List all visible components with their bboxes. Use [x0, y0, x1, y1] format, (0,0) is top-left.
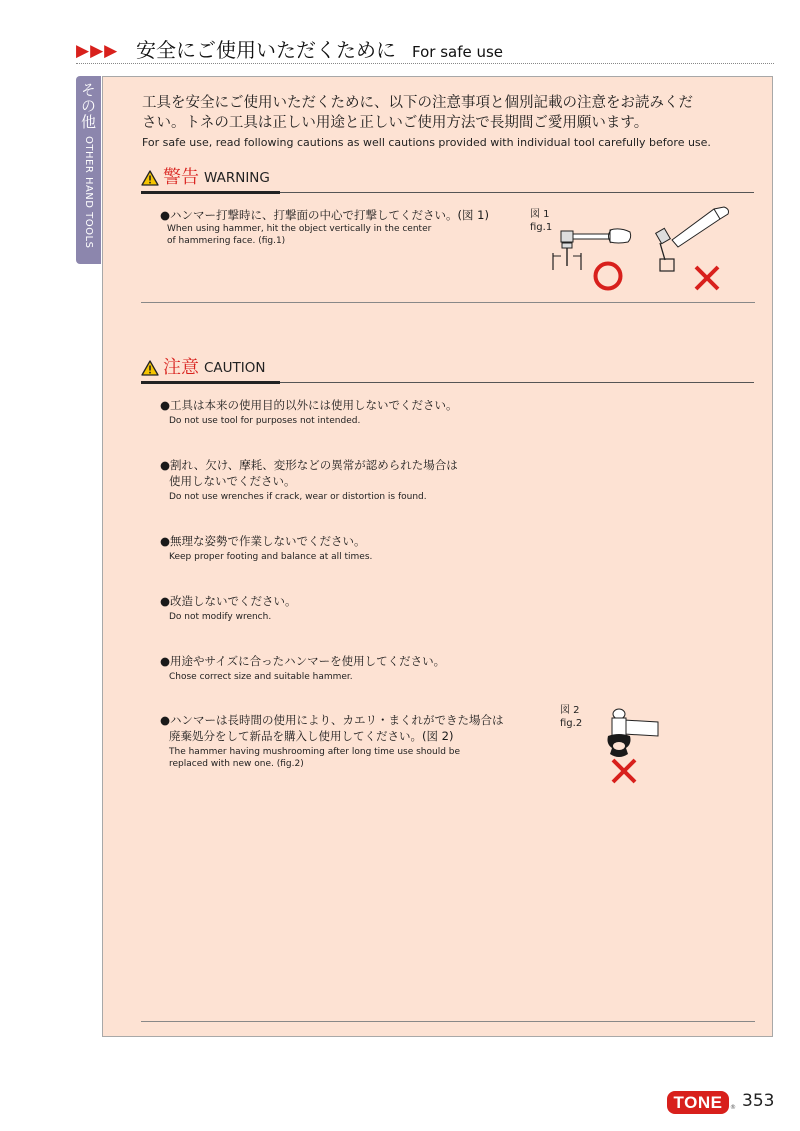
warning-rule: [280, 192, 754, 193]
warning-title-jp: 警告: [163, 167, 199, 188]
warning-heading: [141, 167, 270, 189]
page-title-jp: 安全にご使用いただくために: [136, 38, 396, 62]
caution-item-en: Do not modify wrench.: [169, 612, 272, 622]
correct-circle-icon: [592, 260, 624, 292]
warning-item-en-2: of hammering face. (fig.1): [167, 236, 286, 246]
warning-title-en: WARNING: [204, 170, 270, 186]
fig1-label-en: fig.1: [530, 222, 553, 233]
caution-item: [160, 712, 504, 770]
warning-triangle-icon: [141, 360, 159, 376]
caution-item-en: Do not use wrenches if crack, wear or distortion is found.: [169, 492, 427, 502]
caution-item: [160, 397, 458, 427]
header-divider: [76, 63, 774, 64]
page-title-en: For safe use: [412, 43, 504, 61]
wrong-cross-icon: [692, 263, 722, 293]
caution-item-jp: ●工具は本来の使用目的以外には使用しないでください。: [160, 398, 458, 412]
warning-underline: [141, 191, 280, 194]
brand-logo: TONE: [667, 1091, 729, 1114]
fig2-label-jp: 図 2: [560, 705, 580, 716]
header-arrows: ▶▶▶: [76, 41, 119, 61]
intro-text-jp: [142, 93, 767, 133]
registered-mark: ®: [730, 1104, 736, 1111]
caution-item-jp: ●用途やサイズに合ったハンマーを使用してください。: [160, 654, 446, 668]
caution-item: [160, 457, 458, 503]
fig2-label: [560, 704, 582, 730]
caution-item: [160, 653, 445, 683]
intro-line-2: さい。トネの工具は正しい用途と正しいご使用方法で長期間ご愛用願います。: [142, 115, 649, 131]
caution-underline: [141, 381, 280, 384]
fig1-label-jp: 図 1: [530, 209, 550, 220]
caution-item-en-2: replaced with new one. (fig.2): [169, 759, 304, 769]
caution-title-jp: 注意: [163, 357, 199, 378]
caution-rule: [280, 382, 754, 383]
warning-item: [160, 207, 489, 247]
fig2-label-en: fig.2: [560, 718, 583, 729]
caution-item-jp-2: 使用しないでください。: [169, 474, 296, 488]
caution-item-en: Keep proper footing and balance at all times.: [169, 552, 373, 562]
caution-item-jp-2: 廃棄処分をして新品を購入し使用してください。(図 2): [169, 729, 454, 743]
hammer-icon: [598, 706, 662, 762]
caution-item-jp: ●割れ、欠け、摩耗、変形などの異常が認められた場合は: [160, 458, 458, 472]
caution-heading: [141, 357, 266, 379]
warning-bottom-rule: [141, 302, 755, 303]
warning-item-jp: ●ハンマー打撃時に、打撃面の中心で打撃してください。(図 1): [160, 208, 489, 222]
caution-item: [160, 593, 297, 623]
caution-item-en: The hammer having mushrooming after long time use should be: [169, 747, 461, 757]
side-tab[interactable]: [76, 76, 101, 264]
intro-text-en: For safe use, read following cautions as well cautions provided with individual tool carefully before use.: [142, 136, 711, 149]
warning-item-en-1: When using hammer, hit the object vertically in the center: [167, 224, 432, 234]
wrong-cross-icon: [610, 757, 638, 785]
intro-line-1: 工具を安全にご使用いただくために、以下の注意事項と個別記載の注意をお読みくだ: [142, 95, 693, 111]
warning-triangle-icon: [141, 170, 159, 186]
caution-item-jp: ●ハンマーは長時間の使用により、カエリ・まくれができた場合は: [160, 713, 504, 727]
caution-item-jp: ●無理な姿勢で作業しないでください。: [160, 534, 366, 548]
page-number: 353: [742, 1091, 775, 1111]
caution-item: [160, 533, 372, 563]
caution-item-en: Do not use tool for purposes not intended.: [169, 416, 361, 426]
side-tab-label-en: OTHER HAND TOOLS: [83, 136, 94, 249]
side-tab-label-jp: その他: [79, 82, 97, 130]
caution-title-en: CAUTION: [204, 360, 266, 376]
panel-bottom-rule: [141, 1021, 755, 1022]
caution-item-jp: ●改造しないでください。: [160, 594, 297, 608]
caution-item-en: Chose correct size and suitable hammer.: [169, 672, 353, 682]
